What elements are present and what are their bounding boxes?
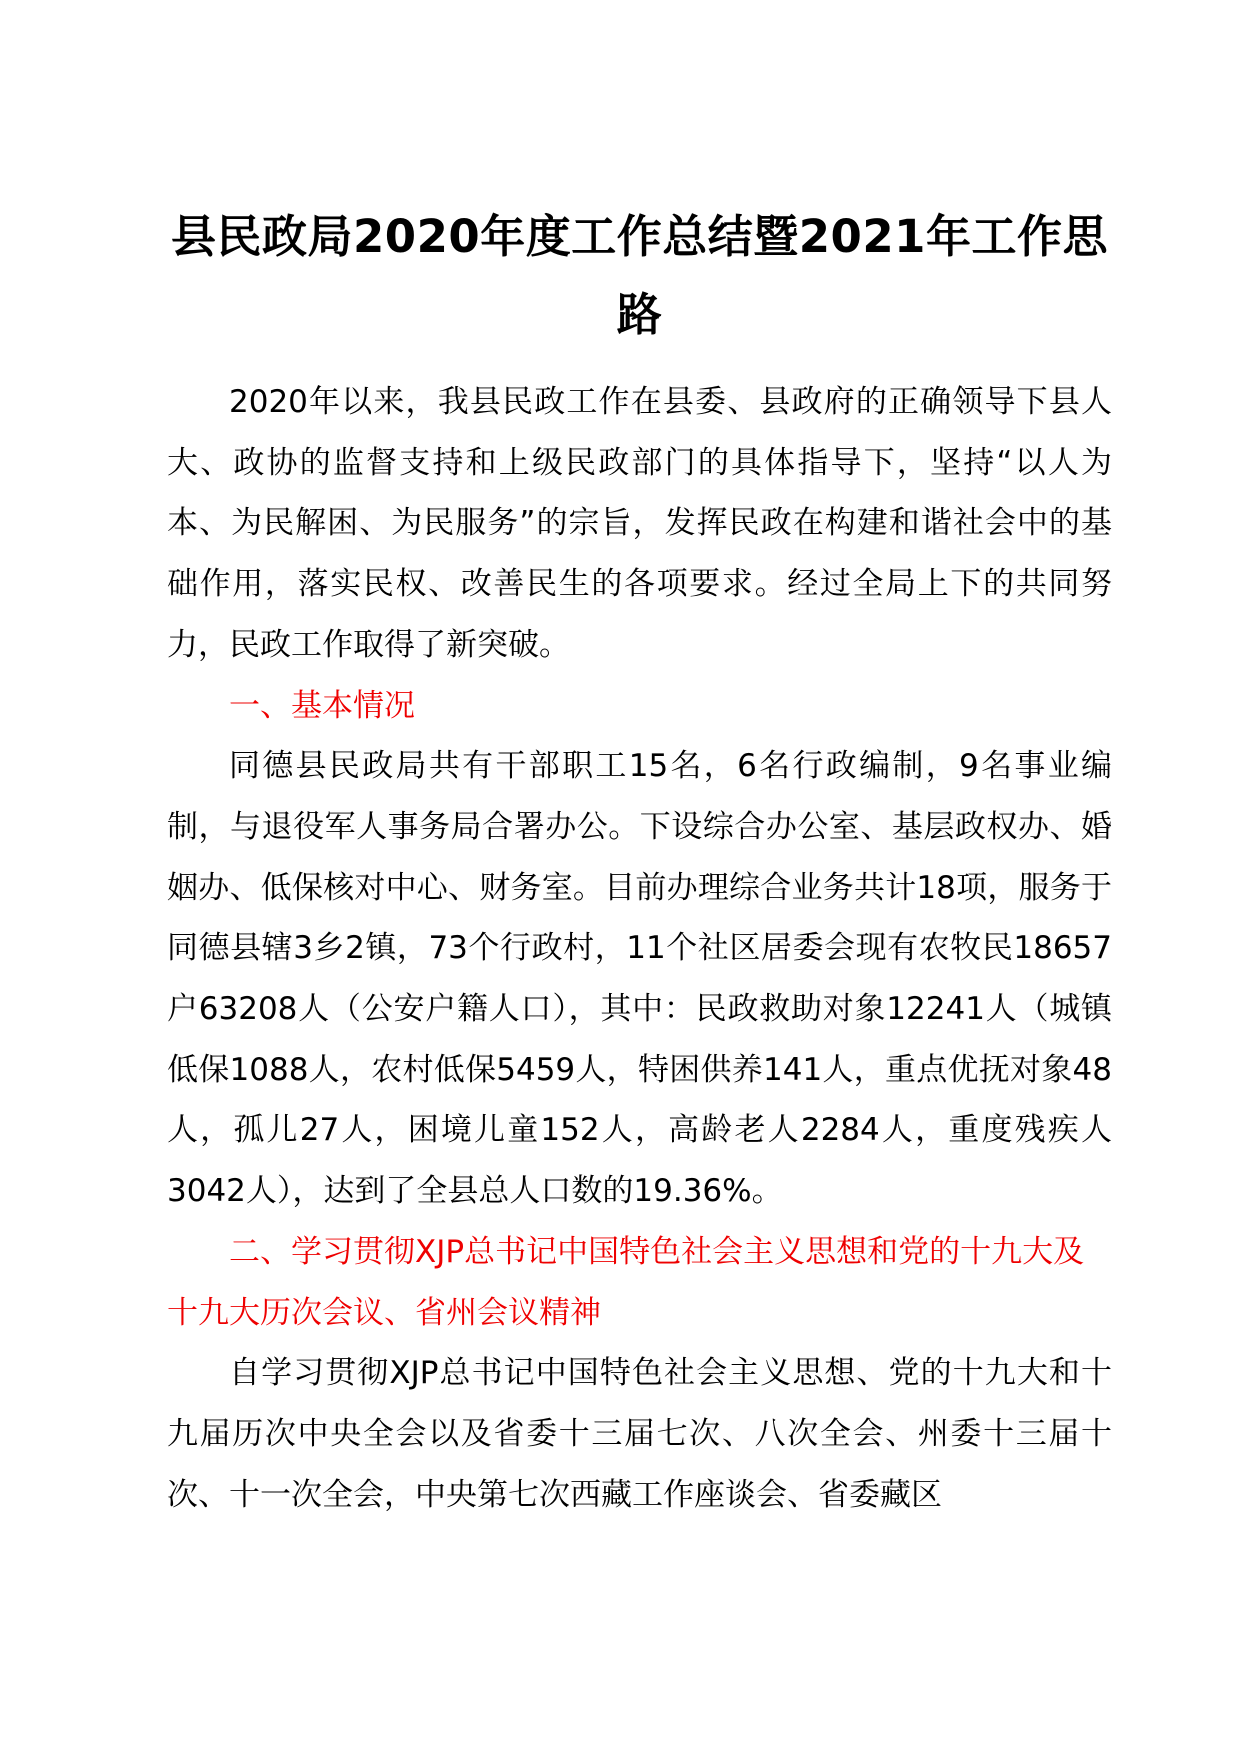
section-heading-study-implementation: 二、学习贯彻XJP总书记中国特色社会主义思想和党的十九大及十九大历次会议、省州会议精神 [167, 1233, 1085, 1331]
study-implementation-paragraph: 自学习贯彻XJP总书记中国特色社会主义思想、党的十九大和十九届历次中央全会以及省委十三届七次、八次全会、州委十三届十次、十一次全会，中央第七次西藏工作座谈会、省委藏区 [167, 1355, 1112, 1513]
intro-paragraph: 2020年以来，我县民政工作在县委、县政府的正确领导下县人大、政协的监督支持和上级民政部门的具体指导下，坚持“以人为本、为民解困、为民服务”的宗旨，发挥民政在构建和谐社会中的基础作用，落实民权、改善民生的各项要求。经过全局上下的共同努力，民政工作取得了新突破。 [167, 384, 1112, 663]
document-content [167, 0, 1112, 1525]
basic-situation-paragraph: 同德县民政局共有干部职工15名，6名行政编制，9名事业编制，与退役军人事务局合署办公。下设综合办公室、基层政权办、婚姻办、低保核对中心、财务室。目前办理综合业务共计18项，服务于同德县辖3乡2镇，73个行政村，11个社区居委会现有农牧民18657户63208人（公安户籍人口），其中：民政救助对象12241人（城镇低保1088人，农村低保5459人，特困供养141人，重点优抚对象48人，孤儿27人，困境儿童152人，高龄老人2284人，重度残疾人3042人），达到了全县总人口数的19.36%。 [167, 748, 1112, 1210]
document-body [167, 372, 1112, 1525]
section-heading-basic-situation: 一、基本情况 [229, 687, 415, 724]
document-title: 县民政局2020年度工作总结暨2021年工作思路 [171, 210, 1108, 341]
